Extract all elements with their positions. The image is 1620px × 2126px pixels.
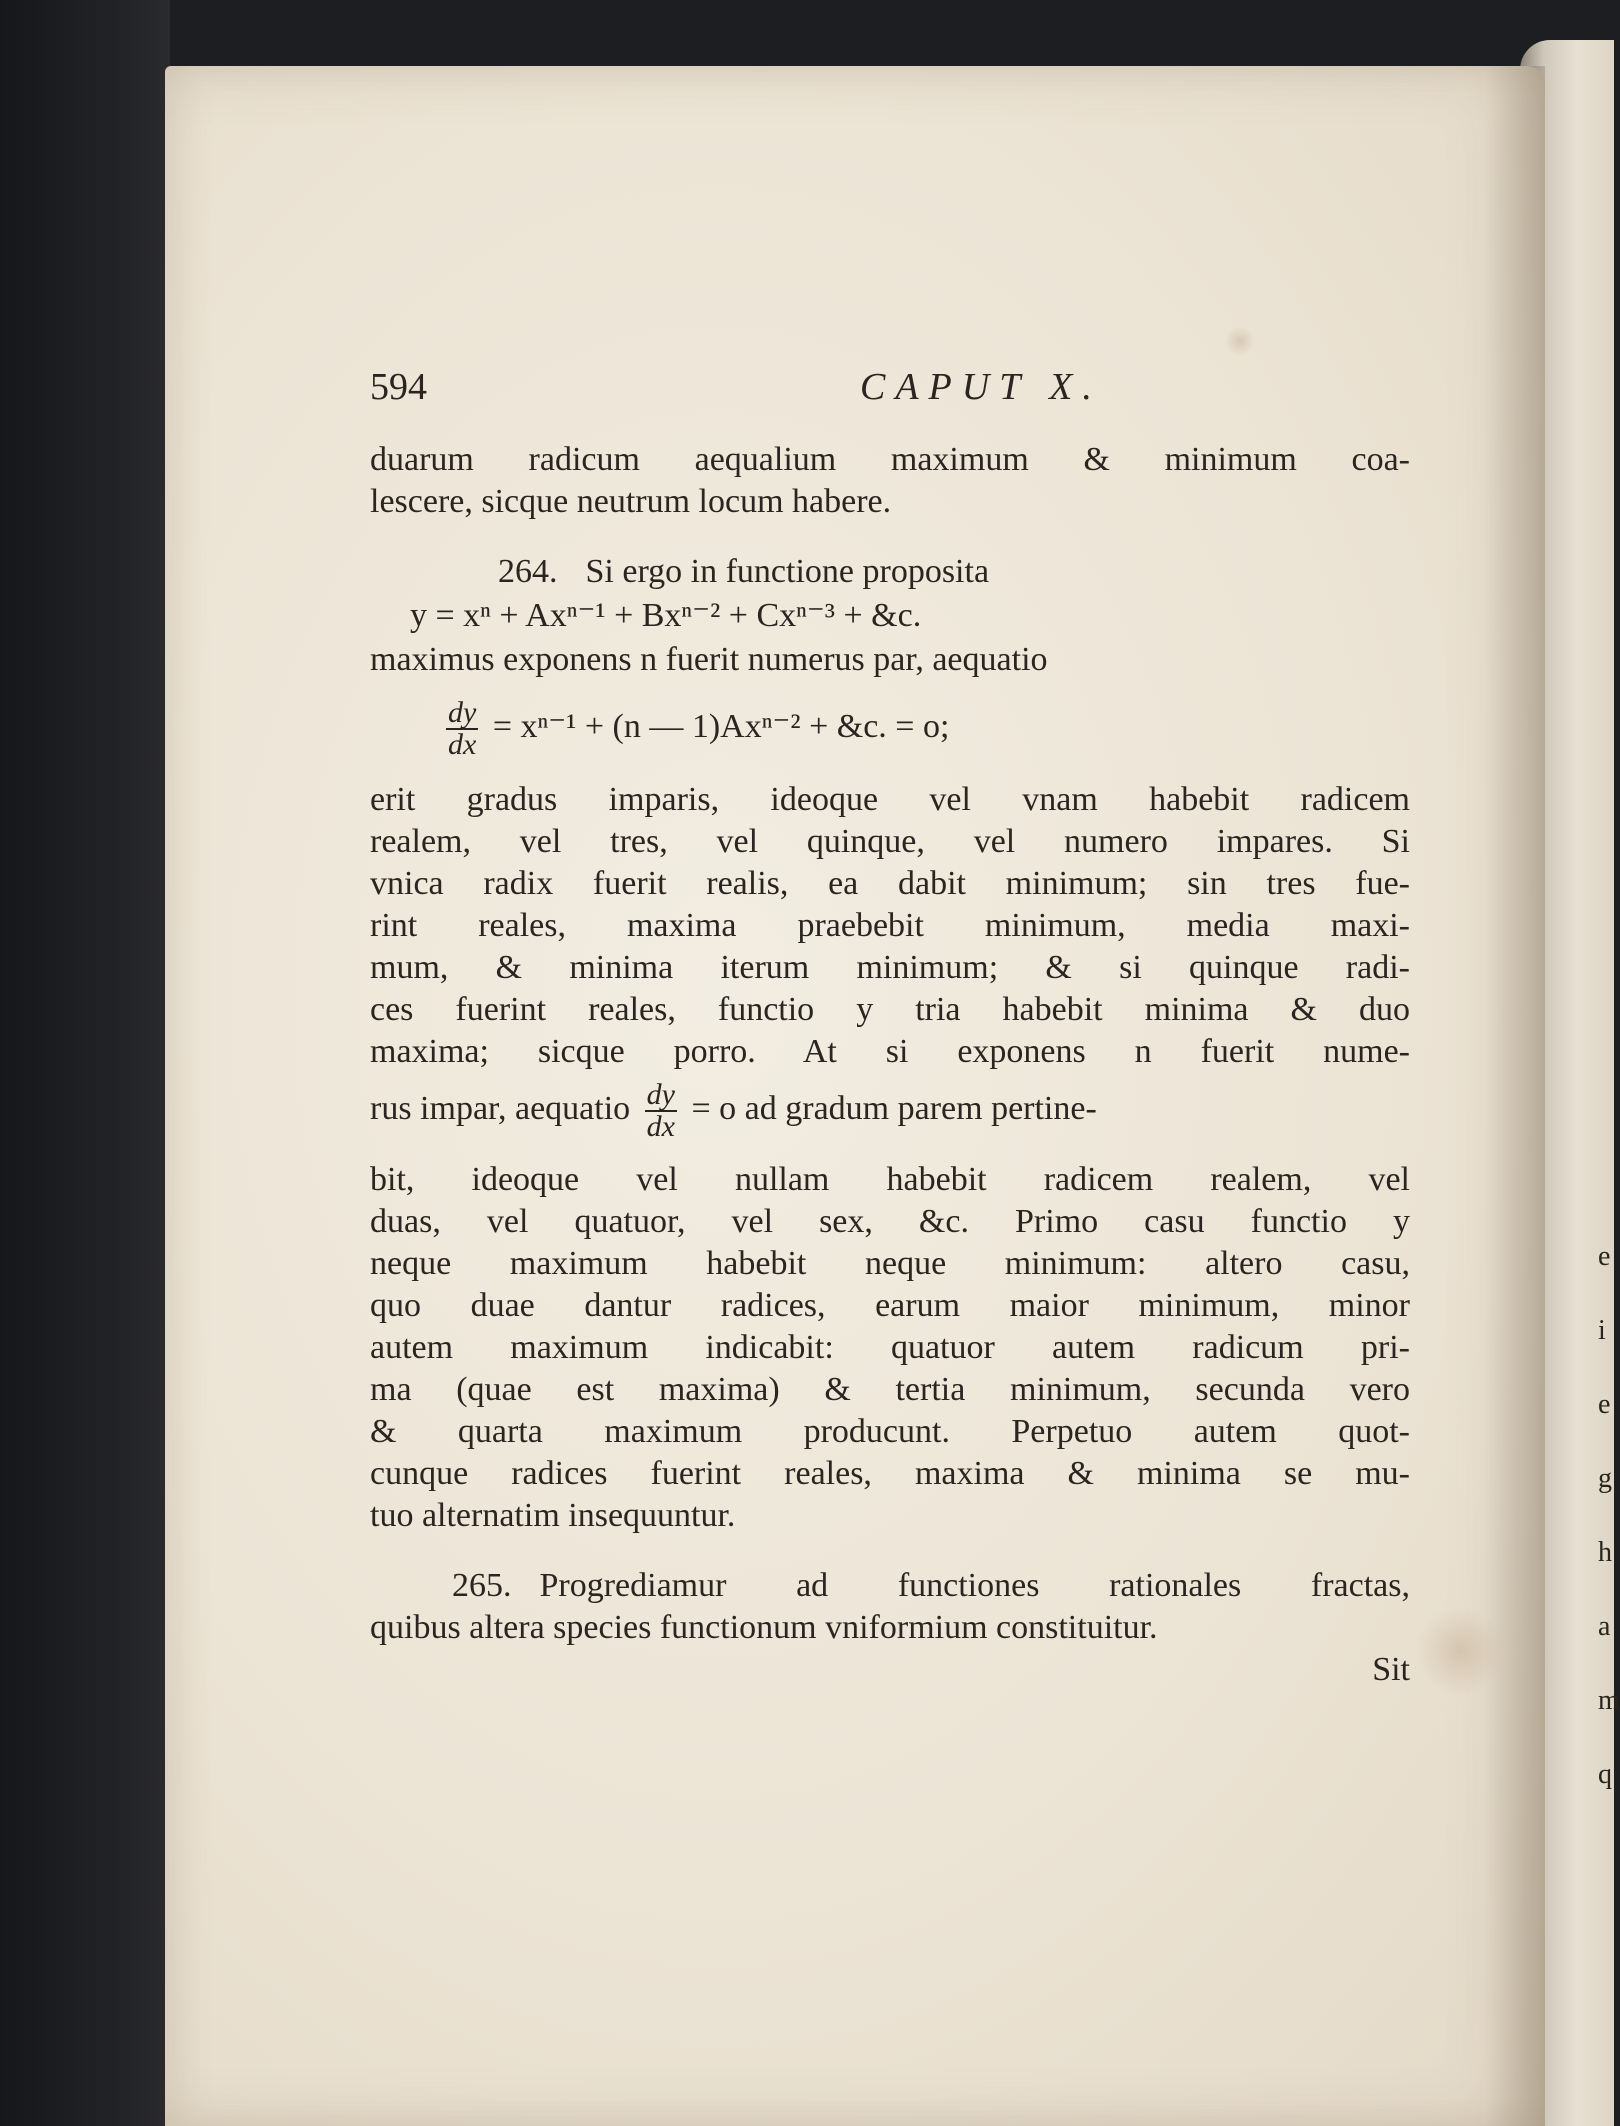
text-line: neque maximum habebit neque minimum: altero casu, — [370, 1245, 1410, 1282]
spine-shadow — [1485, 66, 1545, 2126]
edge-letter: m — [1598, 1685, 1620, 1716]
text-line: maximus exponens n fuerit numerus par, aequatio — [370, 641, 1048, 678]
page-number: 594 — [370, 366, 427, 408]
text-line: Progrediamur ad functiones rationales fractas, — [539, 1567, 1410, 1604]
text-line: tuo alternatim insequuntur. — [370, 1497, 736, 1534]
section-264-intro — [370, 552, 1410, 592]
inline-fraction-line — [370, 1080, 1410, 1142]
fraction-numerator: dy — [448, 696, 477, 729]
text-line: & quarta maximum producunt. Perpetuo autem quot- — [370, 1413, 1410, 1450]
edge-letter: h — [1598, 1537, 1612, 1568]
stain — [1415, 1606, 1505, 1696]
text-line: quo duae dantur radices, earum maior minimum, minor — [370, 1287, 1410, 1324]
stain — [1225, 326, 1255, 356]
text-before-fraction: rus impar, aequatio — [370, 1089, 631, 1127]
text-line: rint reales, maxima praebebit minimum, media maxi- — [370, 907, 1410, 944]
edge-letter: g — [1598, 1463, 1612, 1494]
text-line: bit, ideoque vel nullam habebit radicem realem, vel — [370, 1161, 1410, 1198]
text-line: vnica radix fuerit realis, ea dabit minimum; sin tres fue- — [370, 865, 1410, 902]
text-line: autem maximum indicabit: quatuor autem radicum pri- — [370, 1329, 1410, 1366]
text-line: quibus altera species functionum vniformium constituitur. — [370, 1609, 1158, 1646]
text-line: maxima; sicque porro. At si exponens n fuerit nume- — [370, 1033, 1410, 1070]
fraction-numerator: dy — [646, 1078, 675, 1111]
fraction-denominator: dx — [646, 1110, 675, 1143]
paragraph-number: 265. — [452, 1567, 512, 1604]
formula-2-rest: = xⁿ⁻¹ + (n — 1)Axⁿ⁻² + &c. = o; — [492, 707, 950, 745]
text-line: duarum radicum aequalium maximum & minimum coa- — [370, 441, 1410, 478]
text-after-fraction: = o ad gradum parem pertine- — [691, 1089, 1097, 1127]
text-line: duas, vel quatuor, vel sex, &c. Primo casu functio y — [370, 1203, 1410, 1240]
formula-2 — [370, 698, 1480, 760]
text-line: ma (quae est maxima) & tertia minimum, secunda vero — [370, 1371, 1410, 1408]
edge-letter: e — [1598, 1241, 1611, 1272]
text-line: ces fuerint reales, functio y tria habebit minima & duo — [370, 991, 1410, 1028]
inline-derivative-fraction — [645, 1080, 677, 1142]
text-line: erit gradus imparis, ideoque vel vnam habebit radicem — [370, 781, 1410, 818]
section-265-first-line — [370, 1566, 1410, 1606]
text-line: realem, vel tres, vel quinque, vel numero impares. Si — [370, 823, 1410, 860]
edge-letter: i — [1598, 1315, 1606, 1346]
edge-letter: a — [1598, 1611, 1611, 1642]
facing-page-letters — [1598, 1220, 1620, 1812]
paragraph-number: 264. — [498, 553, 558, 590]
fraction-denominator: dx — [448, 728, 477, 761]
derivative-fraction — [446, 698, 478, 760]
edge-letter: q — [1598, 1759, 1612, 1790]
text-line: cunque radices fuerint reales, maxima & minima se mu- — [370, 1455, 1410, 1492]
formula-1: y = xⁿ + Axⁿ⁻¹ + Bxⁿ⁻² + Cxⁿ⁻³ + &c. — [410, 597, 922, 634]
text-line: mum, & minima iterum minimum; & si quinque radi- — [370, 949, 1410, 986]
text-line: lescere, sicque neutrum locum habere. — [370, 483, 892, 520]
chapter-title: CAPUT X. — [860, 366, 1102, 408]
catchword: Sit — [1372, 1651, 1410, 1688]
dark-backdrop — [0, 0, 170, 2126]
intro-text: Si ergo in functione proposita — [585, 553, 990, 590]
edge-letter: e — [1598, 1389, 1611, 1420]
running-head — [370, 365, 1130, 415]
